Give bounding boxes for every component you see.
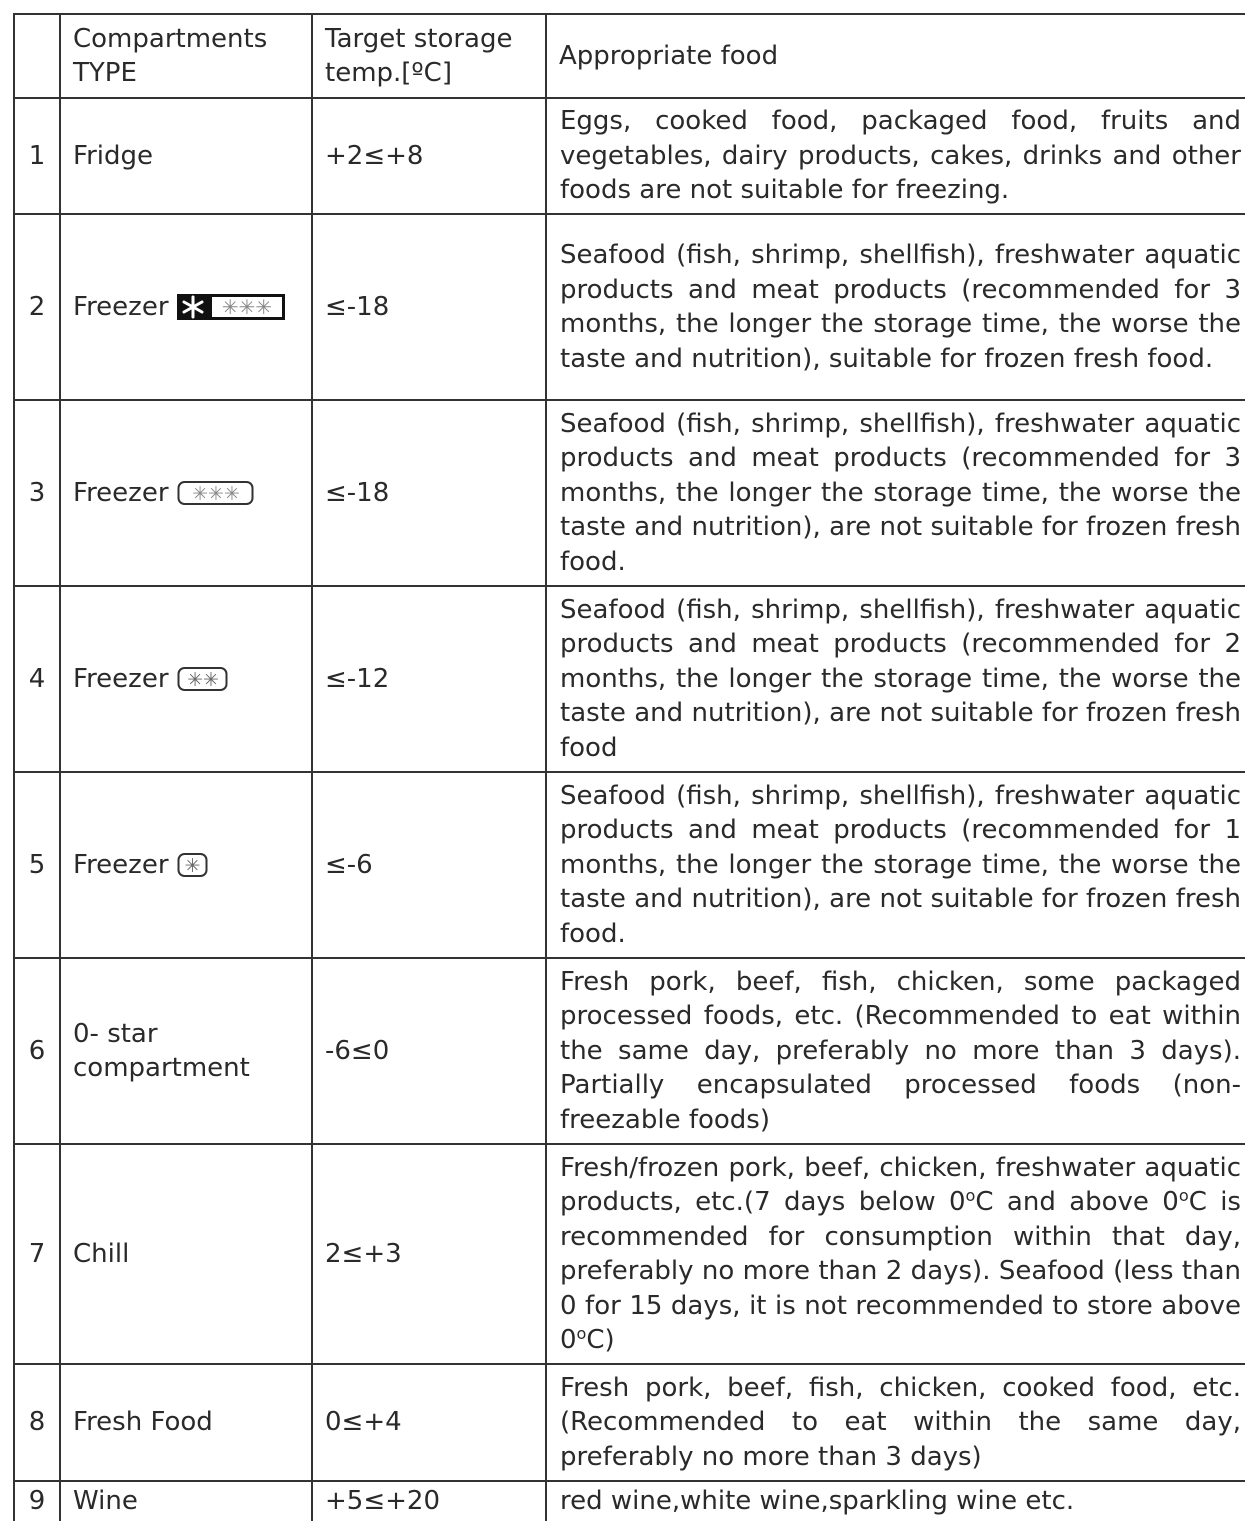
header-type-line-1: Compartments: [73, 23, 268, 54]
food-text-part: C): [586, 1325, 615, 1355]
food-text-part: C and above 0: [975, 1187, 1179, 1217]
compartment-type: Wine: [60, 1481, 312, 1521]
table-row: [14, 586, 1245, 772]
appropriate-food: [546, 1144, 1245, 1364]
table-row: [14, 772, 1245, 958]
target-temp: ≤-18: [312, 214, 546, 400]
appropriate-food: Seafood (fish, shrimp, shellfish), freshwater aquatic products and meat products (recommended for 3 months, the longer the storage time, the worse the taste and nutrition), are not suitable for frozen fresh food.: [546, 400, 1245, 586]
target-temp: ≤-6: [312, 772, 546, 958]
appropriate-food: Fresh pork, beef, fish, chicken, some packaged processed foods, etc. (Recommended to eat within the same day, preferably no more than 3 days). Partially encapsulated processed foods (non-freezable foods): [546, 958, 1245, 1144]
one-star-freezer-icon: [177, 851, 209, 879]
appropriate-food: Fresh pork, beef, fish, chicken, cooked food, etc. (Recommended to eat within the same day, preferably no more than 3 days): [546, 1364, 1245, 1481]
target-temp: -6≤0: [312, 958, 546, 1144]
header-appropriate-food: Appropriate food: [546, 14, 1245, 98]
appropriate-food: red wine,white wine,sparkling wine etc.: [546, 1481, 1245, 1521]
svg-text:✳✳✳: ✳✳✳: [191, 483, 240, 506]
row-number: 5: [14, 772, 60, 958]
food-text-part: C is recommended for consumption within that day, preferably no more than 2 days). Seafood (less than 0 for 15 days, it is not recommended to store above 0: [560, 1187, 1241, 1355]
table-row: [14, 1144, 1245, 1364]
compartment-type-label: Freezer: [73, 477, 169, 508]
compartment-type: Fresh Food: [60, 1364, 312, 1481]
compartment-type: [60, 214, 312, 400]
table-row: [14, 214, 1245, 400]
compartment-type: [60, 772, 312, 958]
target-temp: 0≤+4: [312, 1364, 546, 1481]
target-temp: +2≤+8: [312, 98, 546, 214]
target-temp: 2≤+3: [312, 1144, 546, 1364]
compartment-type-label: Freezer: [73, 663, 169, 694]
table-row: [14, 1364, 1245, 1481]
compartment-type-label: Freezer: [73, 291, 169, 322]
degree-superscript: o: [965, 1186, 976, 1206]
row-number: 7: [14, 1144, 60, 1364]
svg-text:✳✳: ✳✳: [186, 669, 219, 692]
target-temp: ≤-12: [312, 586, 546, 772]
table-row: [14, 98, 1245, 214]
compartment-type-label: Freezer: [73, 849, 169, 880]
three-star-freezer-icon: [177, 479, 255, 507]
header-number: [14, 14, 60, 98]
row-number: 8: [14, 1364, 60, 1481]
row-number: 9: [14, 1481, 60, 1521]
header-temp-line-2: temp.[ºC]: [325, 58, 452, 88]
table-row: [14, 400, 1245, 586]
food-text-part: Fresh/frozen pork, beef, chicken, freshwater aquatic products, etc.(7 days below 0: [560, 1152, 1241, 1217]
appropriate-food: Eggs, cooked food, packaged food, fruits and vegetables, dairy products, cakes, drinks and other foods are not suitable for freezing.: [546, 98, 1245, 214]
compartment-type-line-1: 0- star: [73, 1018, 158, 1049]
header-target-temp: [312, 14, 546, 98]
four-star-freezer-icon: [177, 293, 287, 321]
svg-text:✳: ✳: [184, 855, 200, 878]
compartment-type: [60, 400, 312, 586]
compartment-type: Fridge: [60, 98, 312, 214]
header-compartment-type: [60, 14, 312, 98]
row-number: 2: [14, 214, 60, 400]
food-storage-table: [13, 13, 1245, 1521]
table-row: [14, 958, 1245, 1144]
row-number: 6: [14, 958, 60, 1144]
appropriate-food: Seafood (fish, shrimp, shellfish), freshwater aquatic products and meat products (recommended for 2 months, the longer the storage time, the worse the taste and nutrition), are not suitable for frozen fresh food: [546, 586, 1245, 772]
table-header-row: [14, 14, 1245, 98]
target-temp: +5≤+20: [312, 1481, 546, 1521]
two-star-freezer-icon: [177, 665, 229, 693]
row-number: 1: [14, 98, 60, 214]
compartment-type: Chill: [60, 1144, 312, 1364]
header-type-line-2: TYPE: [73, 58, 137, 88]
row-number: 3: [14, 400, 60, 586]
table-row: [14, 1481, 1245, 1521]
compartment-type: [60, 958, 312, 1144]
degree-superscript: o: [1178, 1186, 1189, 1206]
appropriate-food: Seafood (fish, shrimp, shellfish), freshwater aquatic products and meat products (recommended for 3 months, the longer the storage time, the worse the taste and nutrition), suitable for frozen fresh food.: [546, 214, 1245, 400]
header-temp-line-1: Target storage: [325, 23, 513, 54]
svg-text:✳✳✳: ✳✳✳: [221, 295, 272, 320]
degree-superscript: o: [576, 1324, 587, 1344]
compartment-type: [60, 586, 312, 772]
target-temp: ≤-18: [312, 400, 546, 586]
appropriate-food: Seafood (fish, shrimp, shellfish), freshwater aquatic products and meat products (recommended for 1 months, the longer the storage time, the worse the taste and nutrition), are not suitable for frozen fresh food.: [546, 772, 1245, 958]
compartment-type-line-2: compartment: [73, 1053, 250, 1083]
row-number: 4: [14, 586, 60, 772]
